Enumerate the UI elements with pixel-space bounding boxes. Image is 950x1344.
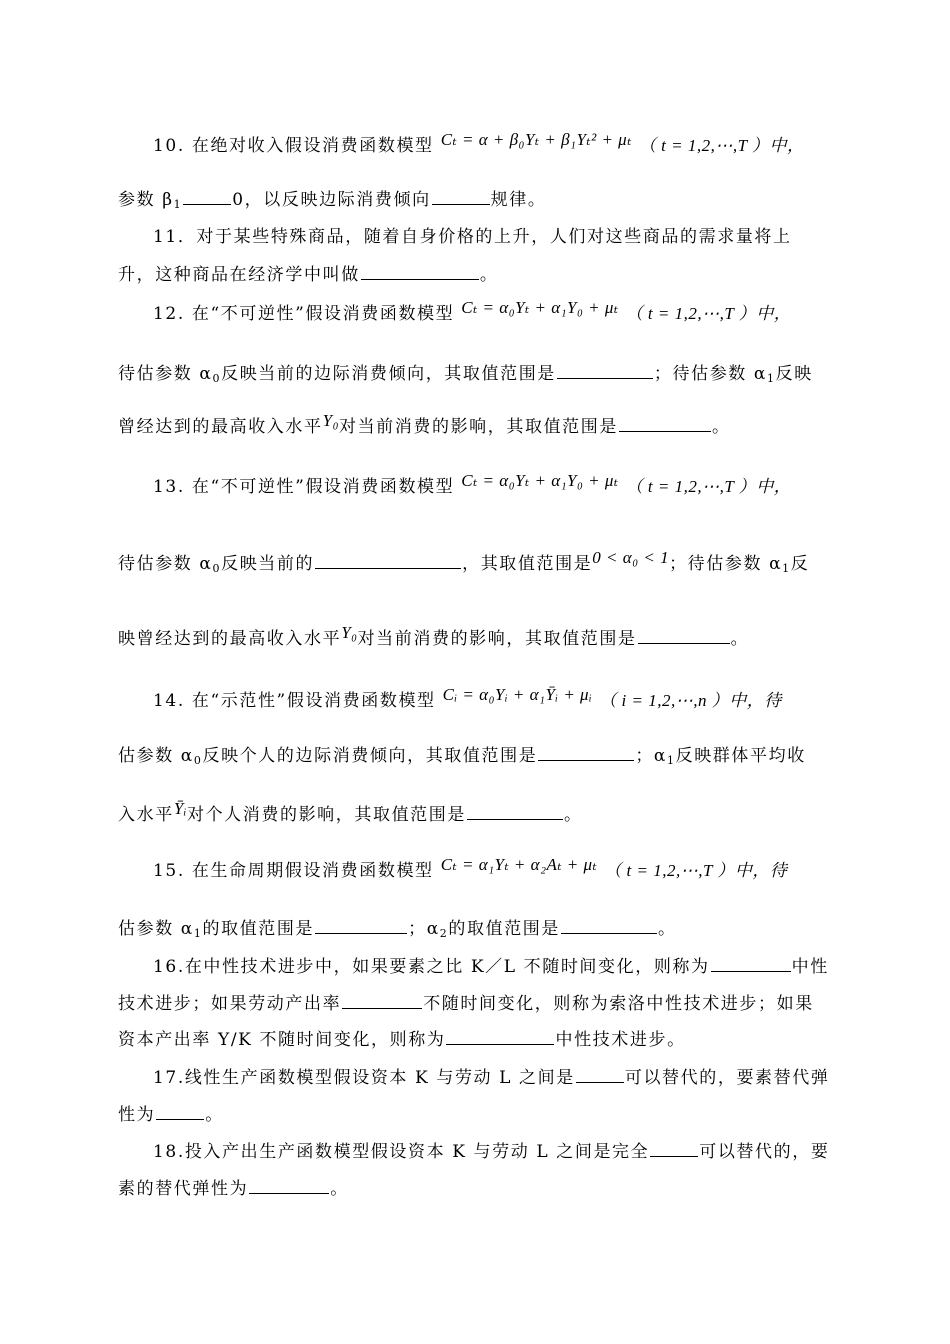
question-number: 12. <box>153 304 185 324</box>
q18-line2 <box>118 1177 838 1200</box>
question-text: 在“不可逆性”假设消费函数模型 <box>191 304 455 324</box>
text: 对个人消费的影响，其取值范围是 <box>186 805 466 825</box>
text: 。 <box>479 265 499 285</box>
text: 反映个人的边际消费倾向，其取值范围是 <box>202 746 538 766</box>
text: 。 <box>658 919 677 939</box>
text: 。 <box>730 629 750 649</box>
text: 18.投入产出生产函数模型假设资本 K 与劳动 L 之间是完全 <box>153 1142 650 1162</box>
subscript: 2 <box>439 927 449 940</box>
text: 曾经达到的最高收入水平 <box>118 417 323 437</box>
subscript: 1 <box>173 198 183 211</box>
question-number: 15. <box>153 861 185 881</box>
answer-blank[interactable] <box>538 744 634 761</box>
subscript: 1 <box>767 372 776 385</box>
formula: Y₀ <box>341 623 358 642</box>
answer-blank[interactable] <box>650 1140 698 1157</box>
text: ；待估参数 α <box>669 554 783 574</box>
answer-blank[interactable] <box>361 263 479 280</box>
answer-blank[interactable] <box>156 1103 204 1120</box>
q10-line2 <box>118 188 838 216</box>
formula: Y₀ <box>322 411 339 430</box>
q15-line1 <box>153 855 873 882</box>
question-number: 10. <box>153 136 185 156</box>
text: 。 <box>711 417 731 437</box>
text: 可以替代的，要素替代弹 <box>624 1068 830 1088</box>
text: 可以替代的，要 <box>699 1142 830 1162</box>
answer-blank[interactable] <box>467 803 563 820</box>
text: 中性 <box>791 957 829 977</box>
formula: Cₜ = α + β₀Yₜ + β₁Yₜ² + μₜ <box>440 130 632 149</box>
subscript: 1 <box>193 927 203 940</box>
answer-blank[interactable] <box>315 552 461 569</box>
q13-line3 <box>118 623 838 650</box>
answer-blank[interactable] <box>446 1028 554 1045</box>
subscript: 0 <box>212 562 222 575</box>
q11-line2 <box>118 263 838 286</box>
question-text: 在“示范性”假设消费函数模型 <box>191 691 436 711</box>
text: 参数 β <box>118 190 174 210</box>
q11-line1: 11．对于某些特殊商品，随着自身价格的上升，人们对这些商品的需求量将上 <box>153 227 792 247</box>
formula-range: （ t = 1,2,⋯,T ）中， <box>625 477 792 496</box>
formula: Cₜ = α₀Yₜ + α₁Y₀ + μₜ <box>461 298 619 317</box>
subscript: 1 <box>667 754 676 767</box>
formula-range: （ t = 1,2,⋯,T ）中， <box>638 136 805 155</box>
q17-line1 <box>153 1066 873 1089</box>
question-text: 在绝对收入假设消费函数模型 <box>191 136 434 156</box>
text: ；α <box>635 746 667 766</box>
formula-range: （ i = 1,2,⋯,n ）中，待 <box>599 691 782 710</box>
text: 。 <box>563 805 583 825</box>
q15-line2 <box>118 917 838 945</box>
text: 16.在中性技术进步中，如果要素之比 K／L 不随时间变化，则称为 <box>153 957 710 977</box>
text: 反映当前的 <box>221 554 315 574</box>
text: 资本产出率 Y/K 不随时间变化，则称为 <box>118 1030 446 1050</box>
q13-line2 <box>118 548 838 580</box>
q10-line1 <box>153 130 873 157</box>
text: 17.线性生产函数模型假设资本 K 与劳动 L 之间是 <box>153 1068 575 1088</box>
text: 估参数 α <box>118 919 194 939</box>
text: 不随时间变化，则称为索洛中性技术进步；如果 <box>423 994 814 1014</box>
text: 反映当前的边际消费倾向，其取值范围是 <box>221 364 556 384</box>
formula: Cᵢ = α₀Yᵢ + α₁Ȳᵢ + μᵢ <box>442 685 593 704</box>
formula: Cₜ = α₁Yₜ + α₂Aₜ + μₜ <box>440 855 598 874</box>
text: ，其取值范围是 <box>462 554 593 574</box>
text: 素的替代弹性为 <box>118 1179 249 1199</box>
answer-blank[interactable] <box>561 917 657 934</box>
answer-blank[interactable] <box>249 1177 329 1194</box>
answer-blank[interactable] <box>183 188 231 205</box>
text: 的取值范围是 <box>448 919 561 939</box>
formula-range: （ t = 1,2,⋯,T ）中， <box>625 304 792 323</box>
text: 入水平 <box>118 805 174 825</box>
q17-line2 <box>118 1103 838 1126</box>
question-text: 在生命周期假设消费函数模型 <box>191 861 434 881</box>
answer-blank[interactable] <box>432 188 490 205</box>
text: 性为 <box>118 1105 156 1125</box>
text: 。 <box>205 1105 224 1125</box>
answer-blank[interactable] <box>619 415 711 432</box>
text: 待估参数 α <box>118 554 213 574</box>
q12-line1 <box>153 298 873 325</box>
answer-blank[interactable] <box>638 627 730 644</box>
q18-line1 <box>153 1140 873 1163</box>
q14-line3 <box>118 799 838 826</box>
text: ；待估参数 α <box>653 364 767 384</box>
formula-range: （ t = 1,2,⋯,T ）中，待 <box>604 861 788 880</box>
answer-blank[interactable] <box>557 362 653 379</box>
text: 映曾经达到的最高收入水平 <box>118 629 342 649</box>
answer-blank[interactable] <box>315 917 407 934</box>
formula: Cₜ = α₀Yₜ + α₁Y₀ + μₜ <box>461 471 619 490</box>
text: 反 <box>790 554 810 574</box>
text: ；α <box>408 919 440 939</box>
question-number: 14. <box>153 691 185 711</box>
subscript: 0 <box>193 754 203 767</box>
q12-line2 <box>118 362 838 390</box>
text: 0，以反映边际消费倾向 <box>232 190 431 210</box>
text: 规律。 <box>490 190 547 210</box>
answer-blank[interactable] <box>342 992 422 1009</box>
text: 技术进步；如果劳动产出率 <box>118 994 342 1014</box>
text: 反映 <box>775 364 813 384</box>
q12-line3 <box>118 411 838 438</box>
q16-line3 <box>118 1028 838 1051</box>
text: 待估参数 α <box>118 364 213 384</box>
q13-line1 <box>153 471 873 498</box>
subscript: 0 <box>212 372 222 385</box>
answer-blank[interactable] <box>711 955 791 972</box>
q14-line1 <box>153 685 873 712</box>
question-text: 在“不可逆性”假设消费函数模型 <box>191 477 455 497</box>
q14-line2 <box>118 744 838 772</box>
text: 中性技术进步。 <box>555 1030 686 1050</box>
text: 升，这种商品在经济学中叫做 <box>118 265 360 285</box>
subscript: 1 <box>782 562 791 575</box>
text: 对当前消费的影响，其取值范围是 <box>357 629 637 649</box>
q16-line2 <box>118 992 838 1015</box>
text: 的取值范围是 <box>202 919 315 939</box>
text: 对当前消费的影响，其取值范围是 <box>338 417 618 437</box>
text: 反映群体平均收 <box>675 746 806 766</box>
q16-line1 <box>153 955 873 978</box>
question-number: 13. <box>153 477 185 497</box>
answer-blank[interactable] <box>576 1066 624 1083</box>
formula: Ȳᵢ <box>173 799 187 818</box>
text: 估参数 α <box>118 746 194 766</box>
formula: 0 < α₀ < 1 <box>592 548 670 567</box>
text: 。 <box>330 1179 349 1199</box>
